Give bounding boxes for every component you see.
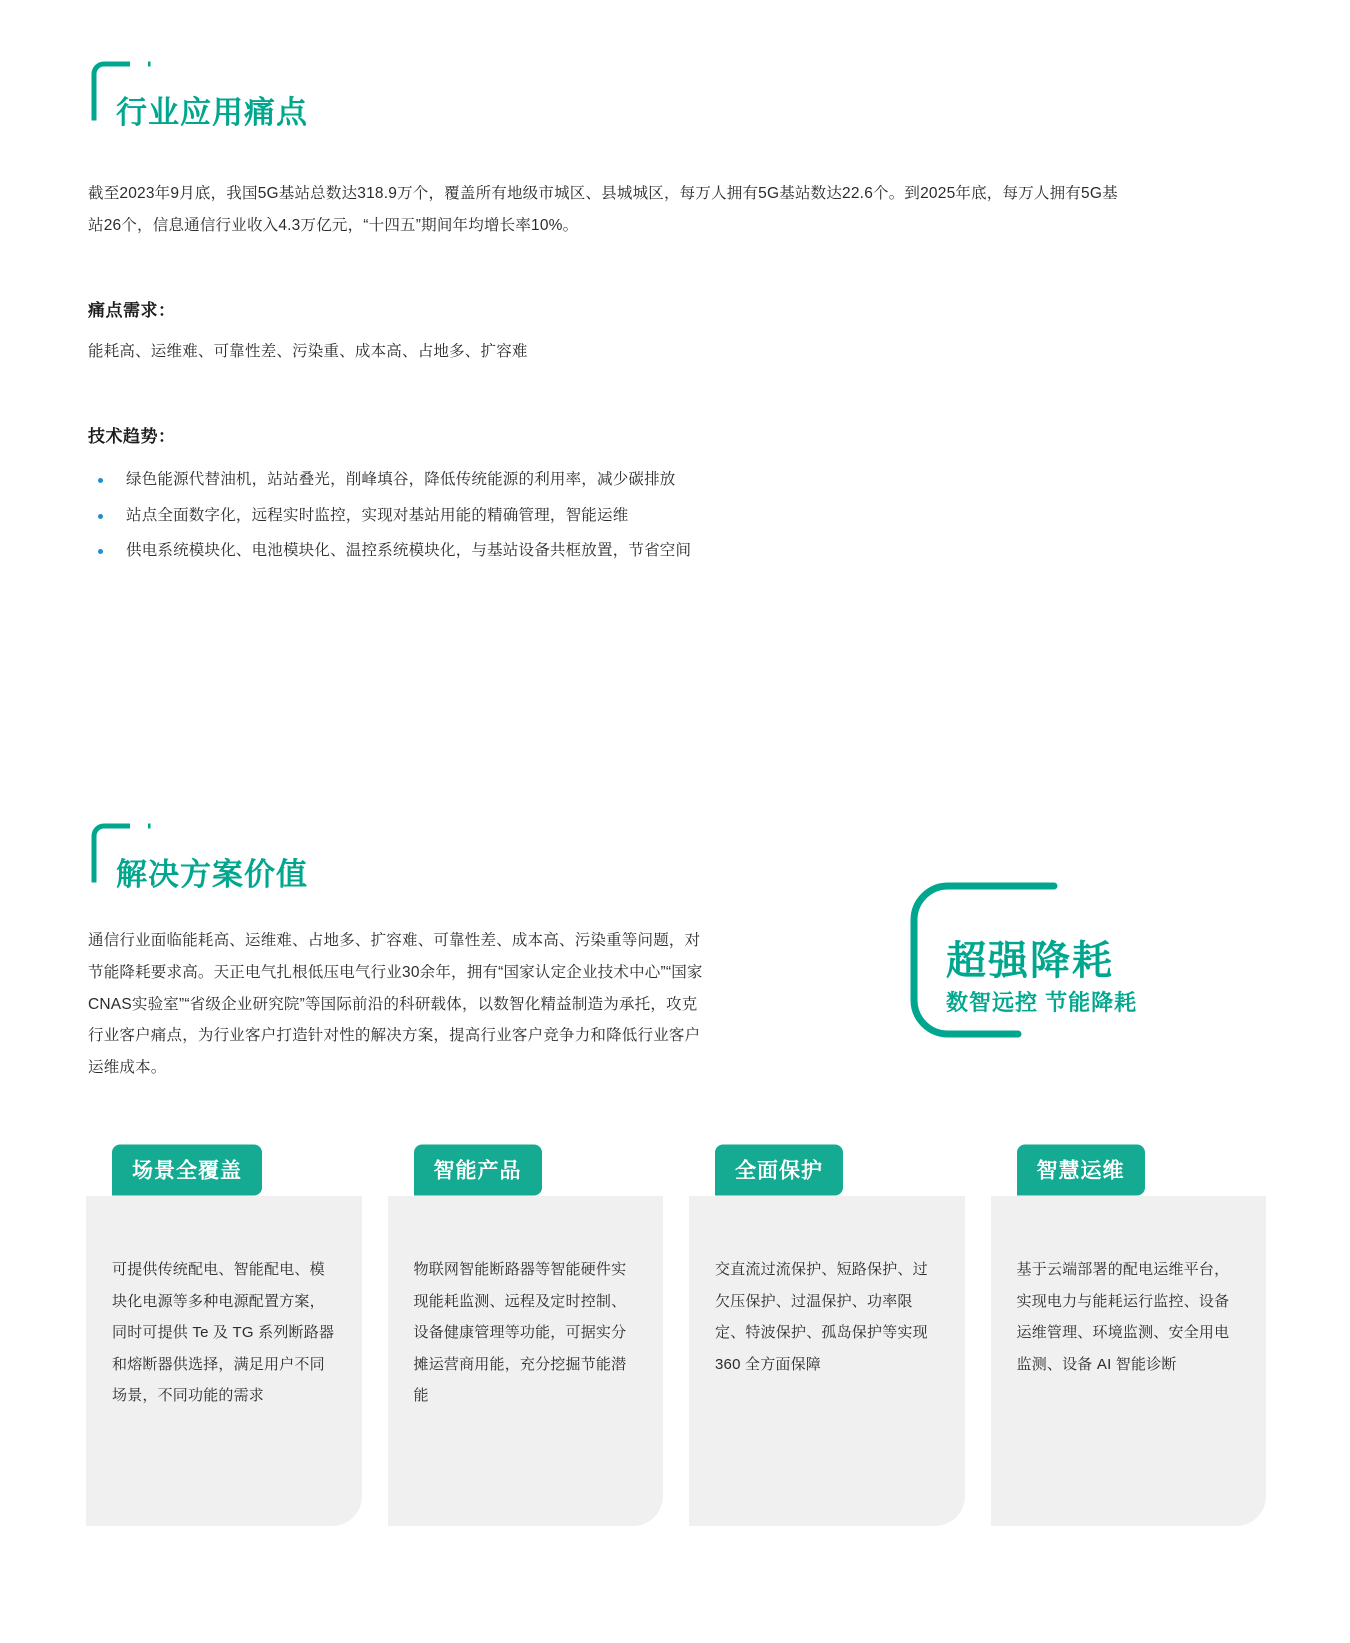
list-item: [88, 462, 1088, 498]
list-item-text: 供电系统模块化、电池模块化、温控系统模块化，与基站设备共框放置，节省空间: [126, 542, 692, 560]
bullet-dot-icon: [98, 478, 103, 483]
card-body: [86, 1196, 362, 1526]
pain-points-text: 能耗高、运维难、可靠性差、污染重、成本高、占地多、扩容难: [88, 343, 528, 360]
bracket-decoration-icon: [90, 822, 152, 884]
badge-content: [946, 938, 1176, 1016]
bracket-decoration-icon: [90, 60, 152, 122]
badge-title: 超强降耗: [946, 939, 1114, 983]
card-text: 可提供传统配电、智能配电、模块化电源等多种电源配置方案，同时可提供 Te 及 TG 系列断路器和熔断器供选择，满足用户不同场景，不同功能的需求: [112, 1261, 335, 1404]
list-item: [88, 533, 1088, 569]
section-title-text: 解决方案价值: [116, 857, 308, 892]
card-body: [689, 1196, 965, 1526]
section-heading-industry-pain-points: [90, 60, 590, 138]
card-tag: 全面保护: [715, 1145, 843, 1196]
pain-points-subheading: 痛点需求：: [88, 301, 176, 320]
value-card: [388, 1159, 664, 1526]
card-tag: 场景全覆盖: [112, 1145, 262, 1196]
value-card: [991, 1159, 1267, 1526]
card-text: 物联网智能断路器等智能硬件实现能耗监测、远程及定时控制、设备健康管理等功能，可据实分摊运营商用能，充分挖掘节能潜能: [413, 1261, 627, 1404]
tech-trends-list: [88, 462, 1088, 569]
intro-paragraph: 截至2023年9月底，我国5G基站总数达318.9万个，覆盖所有地级市城区、县城城区，每万人拥有5G基站数达22.6个。到2025年底，每万人拥有5G基站26个，信息通信行业收入4.3万亿元，“十四五”期间年均增长率10%。: [88, 185, 1118, 234]
value-cards-row: [86, 1159, 1266, 1526]
card-text: 基于云端部署的配电运维平台，实现电力与能耗运行监控、设备运维管理、环境监测、安全用电监测、设备 AI 智能诊断: [1016, 1261, 1230, 1373]
tech-trends-subheading: 技术趋势：: [88, 427, 176, 446]
value-card: [689, 1159, 965, 1526]
card-body: [991, 1196, 1267, 1526]
list-item-text: 绿色能源代替油机，站站叠光，削峰填谷，降低传统能源的利用率，减少碳排放: [126, 471, 676, 488]
value-card: [86, 1159, 362, 1526]
section-heading-solution-value: [90, 822, 590, 900]
bullet-dot-icon: [98, 549, 103, 554]
card-body: [388, 1196, 664, 1526]
badge-subtitle: 数智远控 节能降耗: [946, 990, 1138, 1015]
list-item: [88, 498, 1088, 534]
card-text: 交直流过流保护、短路保护、过欠压保护、过温保护、功率限定、特波保护、孤岛保护等实现 360 全方面保障: [715, 1261, 928, 1373]
card-tag: 智能产品: [414, 1145, 542, 1196]
solution-value-paragraph: 通信行业面临能耗高、运维难、占地多、扩容难、可靠性差、成本高、污染重等问题，对节能降耗要求高。天正电气扎根低压电气行业30余年，拥有“国家认定企业技术中心”“国家CNAS实验室”“省级企业研究院”等国际前沿的科研载体，以数智化精益制造为承托，攻克行业客户痛点，为行业客户打造针对性的解决方案，提高行业客户竞争力和降低行业客户运维成本。: [88, 932, 703, 1077]
list-item-text: 站点全面数字化，远程实时监控，实现对基站用能的精确管理，智能运维: [126, 506, 629, 524]
bullet-dot-icon: [98, 514, 103, 519]
highlight-badge: [908, 880, 1174, 1040]
card-tag: 智慧运维: [1017, 1145, 1145, 1196]
section-title-text: 行业应用痛点: [116, 95, 308, 130]
